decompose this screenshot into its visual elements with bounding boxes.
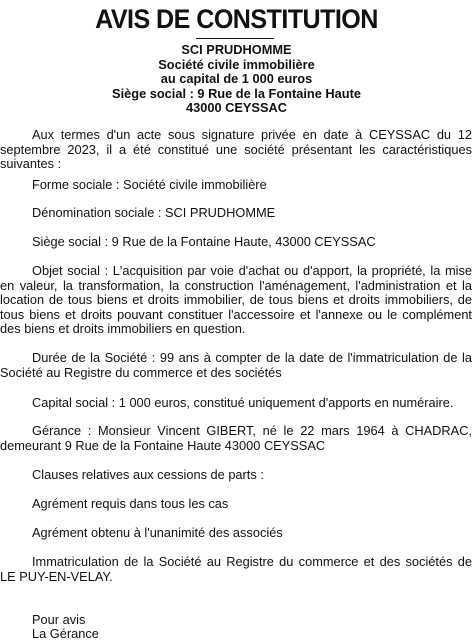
denomination-line: Dénomination sociale : SCI PRUDHOMME <box>32 205 276 220</box>
company-capital: au capital de 1 000 euros <box>160 71 313 87</box>
company-registered-office: Siège social : 9 Rue de la Fontaine Haute <box>112 85 361 101</box>
clauses-line: Clauses relatives aux cessions de parts : <box>32 467 264 482</box>
agrement-obtenu-line: Agrément obtenu à l'unanimité des associés <box>32 525 283 540</box>
duree-paragraph: Durée de la Société : 99 ans à compter de la date de l'immatriculation de la Société au Registre du commerce et des sociétés <box>0 350 472 380</box>
siege-social-line: Siège social : 9 Rue de la Fontaine Haute, 43000 CEYSSAC <box>32 234 376 249</box>
title-divider <box>196 38 274 39</box>
intro-paragraph: Aux termes d'un acte sous signature privée en date à CEYSSAC du 12 septembre 2023, il a été constitué une société présentant les caractéristiques suivantes : <box>0 127 472 172</box>
capital-social-line: Capital social : 1 000 euros, constitué uniquement d'apports en numéraire. <box>32 395 454 410</box>
immatriculation-paragraph: Immatriculation de la Société au Registre du commerce et des sociétés de LE PUY-EN-VELAY. <box>0 554 472 584</box>
agrement-requis-line: Agrément requis dans tous les cas <box>32 496 229 511</box>
company-type: Société civile immobilière <box>158 56 315 72</box>
forme-sociale-line: Forme sociale : Société civile immobilière <box>32 177 267 192</box>
signature-line-pour-avis: Pour avis <box>32 612 86 627</box>
company-postal-city: 43000 CEYSSAC <box>185 100 287 116</box>
notice-title: AVIS DE CONSTITUTION <box>95 4 378 34</box>
company-header <box>0 43 473 116</box>
signature-line-gerance: La Gérance <box>32 626 99 641</box>
objet-social-paragraph: Objet social : L'acquisition par voie d'achat ou d'apport, la propriété, la mise en valeur, la transformation, la construction l'aménagement, l'administration et la location de tous biens et droits immobilier, de tous biens et droits immobiliers, de tous biens et droits pouvant constituer l'accessoire et l'annexe ou le complément des biens et droits immobiliers en question. <box>0 263 472 337</box>
company-name: SCI PRUDHOMME <box>181 42 292 57</box>
gerance-paragraph: Gérance : Monsieur Vincent GIBERT, né le 22 mars 1964 à CHADRAC, demeurant 9 Rue de la Fontaine Haute 43000 CEYSSAC <box>0 423 472 453</box>
